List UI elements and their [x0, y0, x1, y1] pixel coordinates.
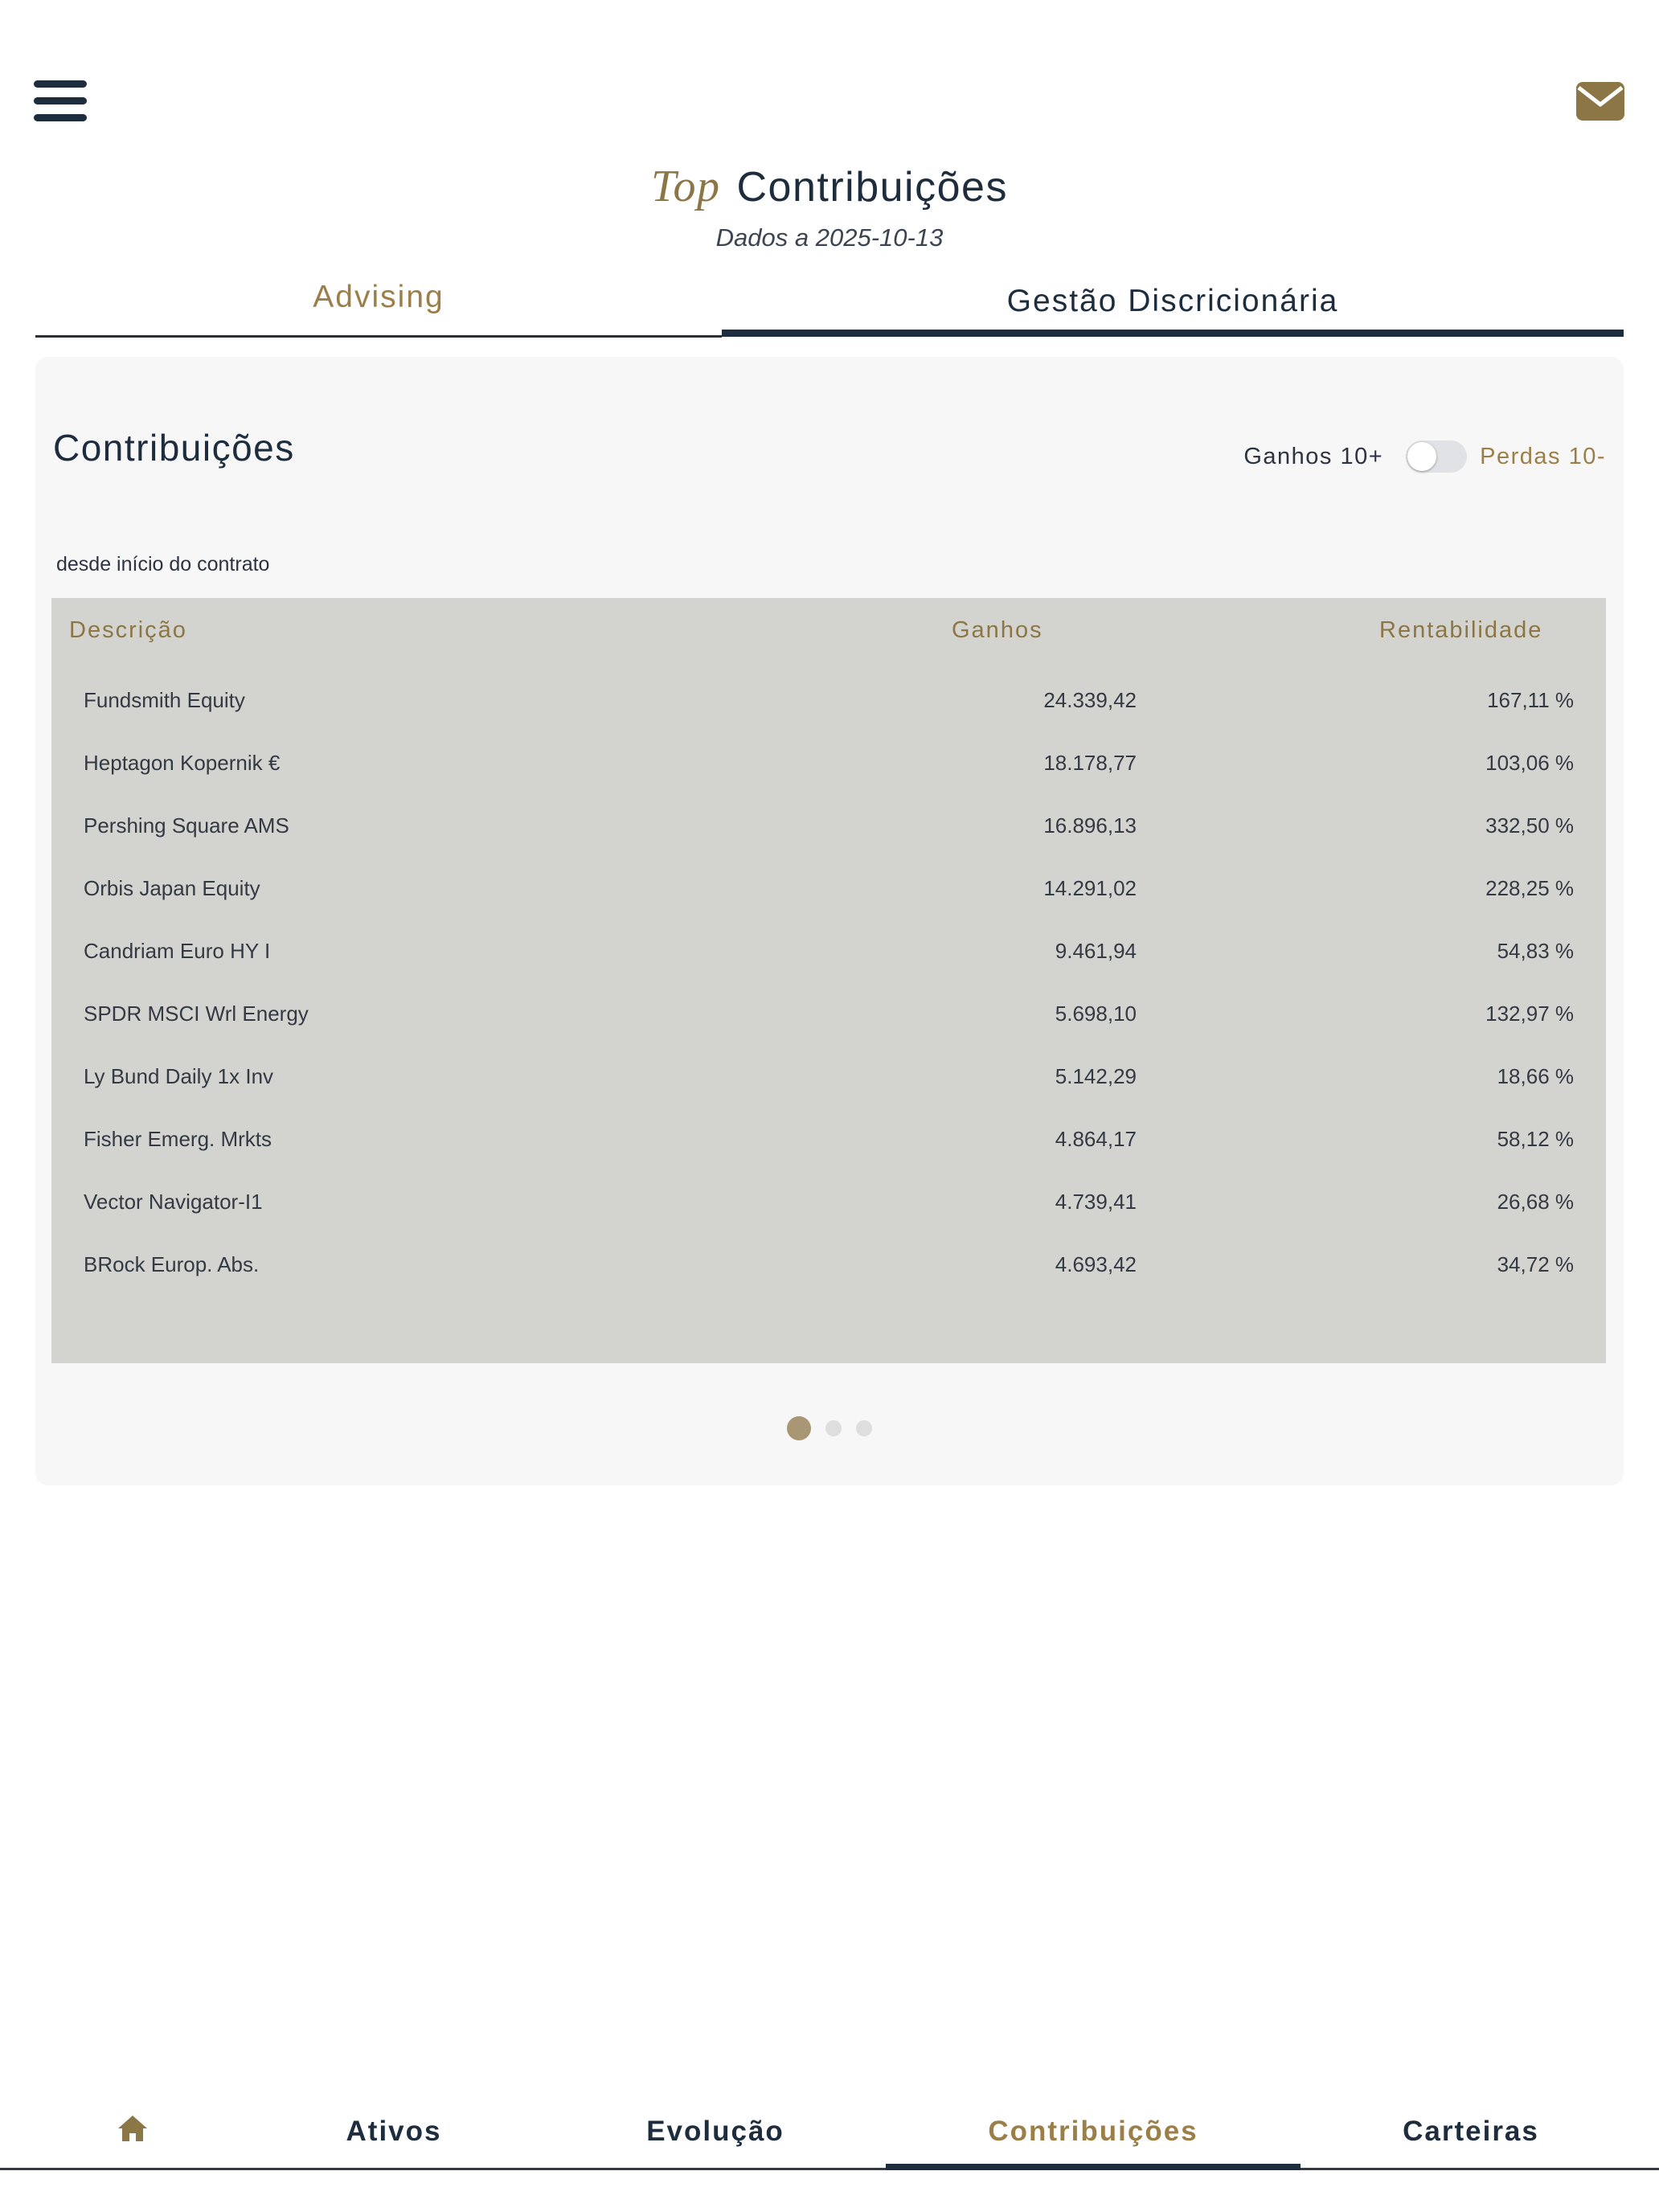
page-title-main: Contribuições	[736, 164, 1008, 211]
table-row[interactable]	[51, 921, 1606, 984]
switch-knob	[1407, 442, 1436, 471]
table-row[interactable]	[51, 670, 1606, 733]
row-description: SPDR MSCI Wrl Energy	[84, 1002, 309, 1026]
toggle-label-losses: Perdas 10-	[1480, 443, 1606, 469]
row-gain: 9.461,94	[1055, 939, 1137, 963]
row-gain: 24.339,42	[1043, 688, 1137, 712]
hamburger-menu-icon[interactable]	[34, 80, 88, 122]
table-row[interactable]	[51, 1172, 1606, 1235]
table-row[interactable]	[51, 733, 1606, 796]
row-description: Heptagon Kopernik €	[84, 751, 281, 775]
row-gain: 5.142,29	[1055, 1064, 1137, 1088]
row-return: 228,25 %	[1485, 876, 1574, 900]
since-label: desde início do contrato	[56, 553, 270, 576]
nav-ativos[interactable]: Ativos	[346, 2116, 442, 2147]
row-gain: 18.178,77	[1043, 751, 1137, 775]
row-return: 132,97 %	[1485, 1002, 1574, 1026]
page-dot-2[interactable]	[825, 1420, 842, 1436]
table-row[interactable]	[51, 858, 1606, 921]
row-gain: 5.698,10	[1055, 1002, 1137, 1026]
table-row[interactable]	[51, 1109, 1606, 1172]
contributions-card	[35, 357, 1624, 1485]
card-title: Contribuições	[53, 427, 295, 469]
nav-home[interactable]	[88, 2109, 177, 2170]
page-title	[0, 161, 1659, 212]
row-description: Vector Navigator-I1	[84, 1190, 263, 1214]
row-return: 167,11 %	[1487, 688, 1574, 712]
row-description: Fisher Emerg. Mrkts	[84, 1127, 272, 1151]
gains-losses-switch[interactable]	[1406, 440, 1467, 473]
row-return: 54,83 %	[1497, 939, 1574, 963]
page-title-top: Top	[651, 162, 721, 211]
nav-evolucao[interactable]: Evolução	[646, 2116, 784, 2147]
table-row[interactable]	[51, 796, 1606, 858]
table-row[interactable]	[51, 1235, 1606, 1297]
row-gain: 4.739,41	[1055, 1190, 1137, 1214]
table-row[interactable]	[51, 984, 1606, 1047]
envelope-icon[interactable]	[1575, 80, 1625, 122]
page-dot-3[interactable]	[856, 1420, 872, 1436]
row-gain: 4.864,17	[1055, 1127, 1137, 1151]
row-return: 26,68 %	[1497, 1190, 1574, 1214]
tab-gestao-discricionaria[interactable]: Gestão Discricionária	[722, 277, 1624, 337]
row-description: Candriam Euro HY I	[84, 939, 271, 963]
row-return: 34,72 %	[1497, 1252, 1574, 1276]
header-rentabilidade: Rentabilidade	[1379, 617, 1543, 643]
nav-contribuicoes[interactable]: Contribuições	[886, 2109, 1301, 2170]
bottom-navigation	[0, 2093, 1659, 2170]
row-description: Orbis Japan Equity	[84, 876, 260, 900]
gains-losses-toggle-group	[1243, 439, 1606, 474]
row-description: Ly Bund Daily 1x Inv	[84, 1064, 274, 1088]
table-header	[51, 598, 1606, 666]
header-ganhos: Ganhos	[952, 617, 1043, 643]
row-gain: 4.693,42	[1055, 1252, 1137, 1276]
row-description: Pershing Square AMS	[84, 813, 289, 838]
row-return: 58,12 %	[1497, 1127, 1574, 1151]
toggle-label-gains: Ganhos 10+	[1243, 443, 1384, 469]
page-dot-1[interactable]	[787, 1416, 811, 1440]
data-date: Dados a 2025-10-13	[715, 223, 944, 252]
row-description: Fundsmith Equity	[84, 688, 245, 712]
row-description: BRock Europ. Abs.	[84, 1252, 260, 1276]
row-return: 103,06 %	[1485, 751, 1574, 775]
home-icon	[117, 2114, 149, 2143]
nav-carteiras[interactable]: Carteiras	[1403, 2116, 1539, 2147]
header-descricao: Descrição	[69, 617, 187, 643]
row-gain: 14.291,02	[1043, 876, 1137, 900]
tab-advising[interactable]: Advising	[35, 273, 722, 338]
row-return: 332,50 %	[1485, 813, 1574, 838]
pagination-dots	[35, 1416, 1624, 1440]
row-gain: 16.896,13	[1043, 813, 1137, 838]
row-return: 18,66 %	[1497, 1064, 1574, 1088]
table-row[interactable]	[51, 1047, 1606, 1109]
contributions-table	[51, 598, 1606, 1363]
